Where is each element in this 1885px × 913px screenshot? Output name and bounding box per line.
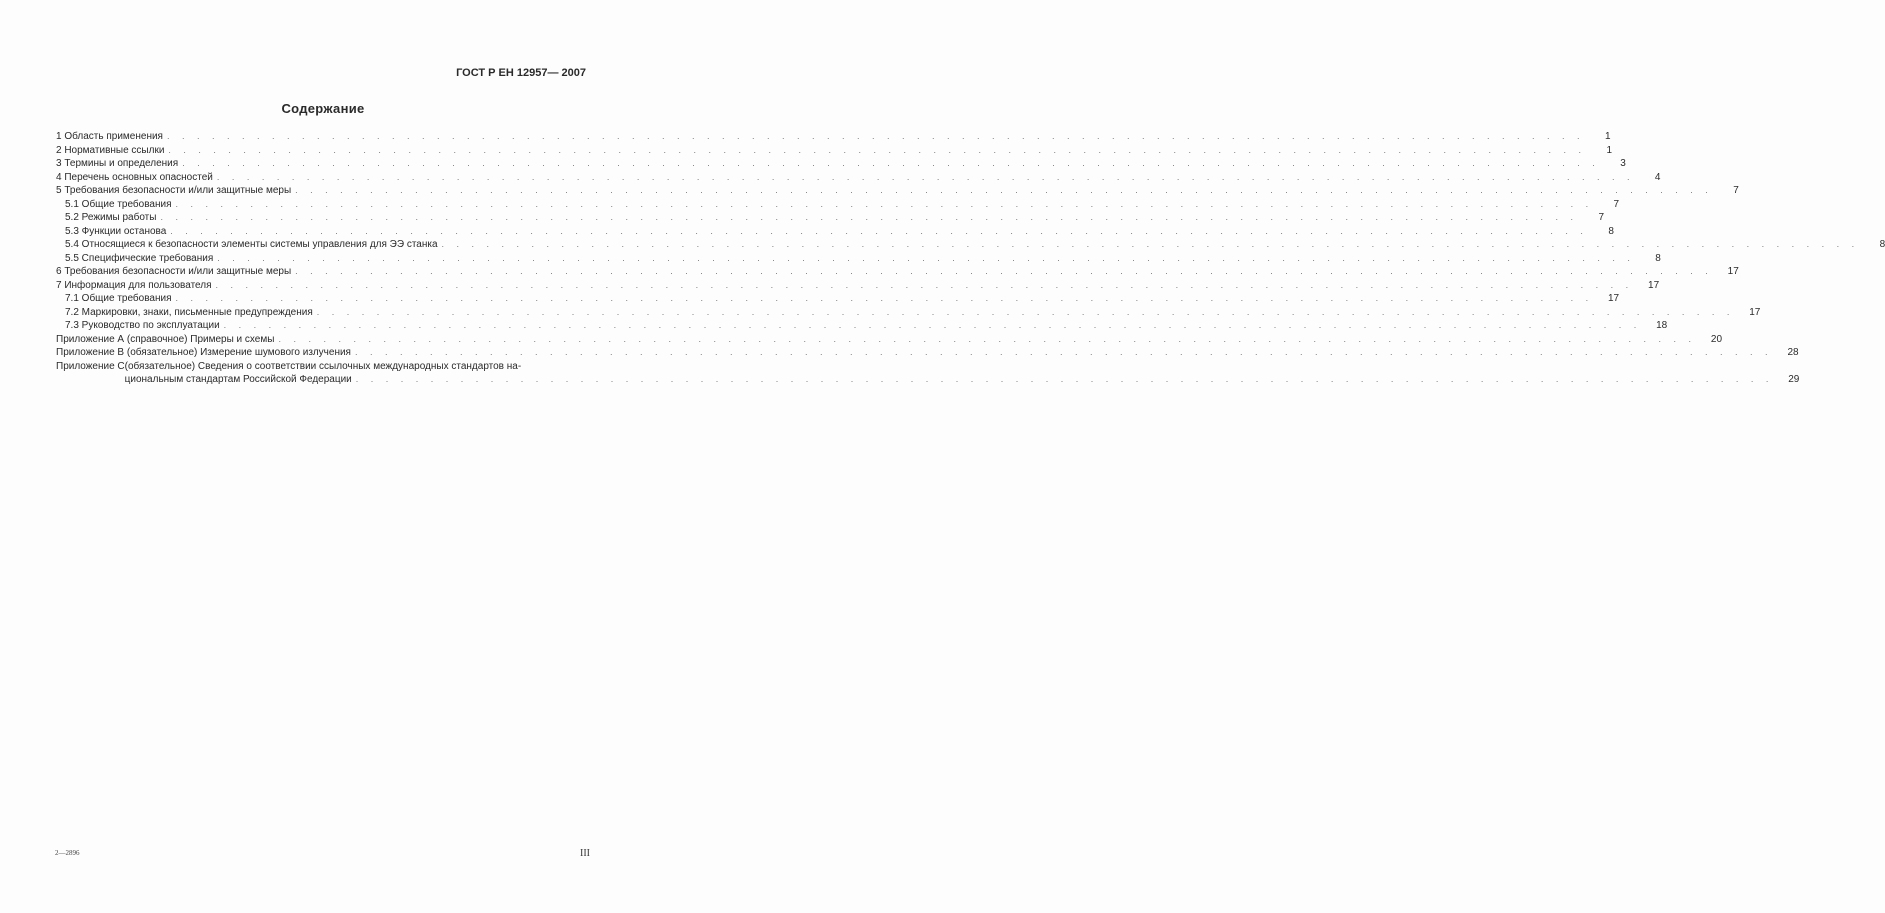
table-of-contents bbox=[56, 130, 1885, 387]
dot-leader bbox=[170, 225, 1588, 239]
toc-entry-text: 7.1 Общие требования bbox=[65, 293, 172, 304]
toc-entry-appendix-c[interactable] bbox=[56, 360, 1800, 387]
toc-entry-page: 29 bbox=[1788, 374, 1800, 385]
dot-leader bbox=[176, 198, 1594, 212]
toc-entry-text: 5.4 Относящиеся к безопасности элементы системы управления для ЭЭ станка bbox=[65, 239, 438, 250]
toc-entry[interactable] bbox=[56, 225, 1614, 239]
toc-entry-text: 4 Перечень основных опасностей bbox=[56, 171, 213, 183]
toc-entry-page: 4 bbox=[1654, 171, 1661, 183]
toc-entry-page: 18 bbox=[1656, 320, 1668, 331]
toc-entry[interactable] bbox=[56, 130, 1611, 144]
dot-leader bbox=[224, 319, 1642, 333]
dot-leader bbox=[160, 211, 1578, 225]
toc-entry[interactable] bbox=[56, 279, 1660, 293]
toc-entry[interactable] bbox=[56, 184, 1739, 198]
dot-leader bbox=[217, 171, 1635, 185]
toc-entry-text-line2: циональным стандартам Российской Федерации bbox=[124, 374, 352, 385]
toc-entry-page: 28 bbox=[1787, 347, 1799, 358]
toc-entry[interactable] bbox=[56, 157, 1626, 171]
toc-title: Содержание bbox=[281, 101, 365, 116]
page-number: III bbox=[580, 848, 590, 859]
toc-entry-text: 3 Термины и определения bbox=[56, 158, 179, 169]
dot-leader bbox=[355, 346, 1773, 360]
toc-entry-page: 7 bbox=[1733, 185, 1739, 196]
toc-entry-page: 8 bbox=[1608, 225, 1614, 237]
toc-entry-text: Приложение А (справочное) Примеры и схемы bbox=[56, 333, 275, 345]
toc-entry-page: 7 bbox=[1598, 212, 1605, 223]
toc-entry-page: 17 bbox=[1648, 279, 1660, 291]
toc-entry-text: 7 Информация для пользователя bbox=[56, 279, 212, 291]
toc-entry[interactable] bbox=[56, 346, 1799, 360]
dot-leader bbox=[278, 333, 1696, 347]
toc-entry-page: 17 bbox=[1607, 293, 1620, 304]
dot-leader bbox=[182, 157, 1600, 171]
toc-entry[interactable] bbox=[56, 333, 1723, 347]
dot-leader bbox=[168, 144, 1586, 158]
toc-entry-text-line1: (обязательное) Сведения о соответствии ссылочных международных стандартов на- bbox=[124, 360, 522, 372]
toc-entry[interactable] bbox=[56, 198, 1620, 212]
toc-entry[interactable] bbox=[56, 306, 1761, 320]
toc-entry-page: 3 bbox=[1620, 158, 1626, 169]
toc-entry-text: 5.5 Специфические требования bbox=[65, 252, 214, 264]
toc-entry[interactable] bbox=[56, 319, 1668, 333]
toc-entry-text: 5.1 Общие требования bbox=[65, 198, 172, 210]
toc-entry-page: 17 bbox=[1749, 306, 1761, 318]
toc-entry-page: 1 bbox=[1605, 131, 1611, 142]
toc-entry-page: 1 bbox=[1606, 144, 1613, 156]
toc-entry[interactable] bbox=[56, 144, 1613, 158]
toc-entry[interactable] bbox=[56, 265, 1739, 279]
toc-entry-page: 7 bbox=[1613, 198, 1620, 210]
toc-entry-text: 5.3 Функции останова bbox=[65, 225, 167, 237]
toc-entry[interactable] bbox=[56, 171, 1661, 185]
toc-entry[interactable] bbox=[56, 252, 1661, 266]
dot-leader bbox=[217, 252, 1635, 266]
toc-entry-page: 17 bbox=[1727, 266, 1739, 277]
toc-entry[interactable] bbox=[56, 211, 1605, 225]
toc-entry-text: 7.3 Руководство по эксплуатации bbox=[65, 320, 220, 331]
toc-entry-page: 8 bbox=[1655, 252, 1661, 264]
dot-leader bbox=[176, 292, 1594, 306]
toc-entry-text: 2 Нормативные ссылки bbox=[56, 144, 165, 156]
toc-entry-page: 8 bbox=[1879, 239, 1885, 250]
toc-entry-text: 6 Требования безопасности и/или защитные меры bbox=[56, 266, 292, 277]
dot-leader bbox=[295, 184, 1713, 198]
toc-entry-text: 5.2 Режимы работы bbox=[65, 212, 157, 223]
toc-entry[interactable] bbox=[56, 238, 1885, 252]
document-code: ГОСТ Р ЕН 12957— 2007 bbox=[456, 67, 586, 79]
print-order-code: 2—2896 bbox=[55, 849, 80, 857]
toc-entry-text: Приложение В (обязательное) Измерение шумового излучения bbox=[56, 347, 351, 358]
dot-leader bbox=[317, 306, 1735, 320]
dot-leader bbox=[167, 130, 1585, 144]
dot-leader bbox=[295, 265, 1713, 279]
dot-leader bbox=[216, 279, 1634, 293]
toc-entry[interactable] bbox=[56, 292, 1620, 306]
toc-entry-text: 1 Область применения bbox=[56, 131, 163, 142]
toc-entry-text: 5 Требования безопасности и/или защитные меры bbox=[56, 185, 292, 196]
dot-leader bbox=[356, 373, 1774, 387]
toc-entry-text: 7.2 Маркировки, знаки, письменные предупреждения bbox=[65, 306, 313, 318]
toc-entry-page: 20 bbox=[1710, 333, 1723, 345]
toc-entry-prefix: Приложение С bbox=[56, 360, 125, 372]
dot-leader bbox=[442, 238, 1860, 252]
